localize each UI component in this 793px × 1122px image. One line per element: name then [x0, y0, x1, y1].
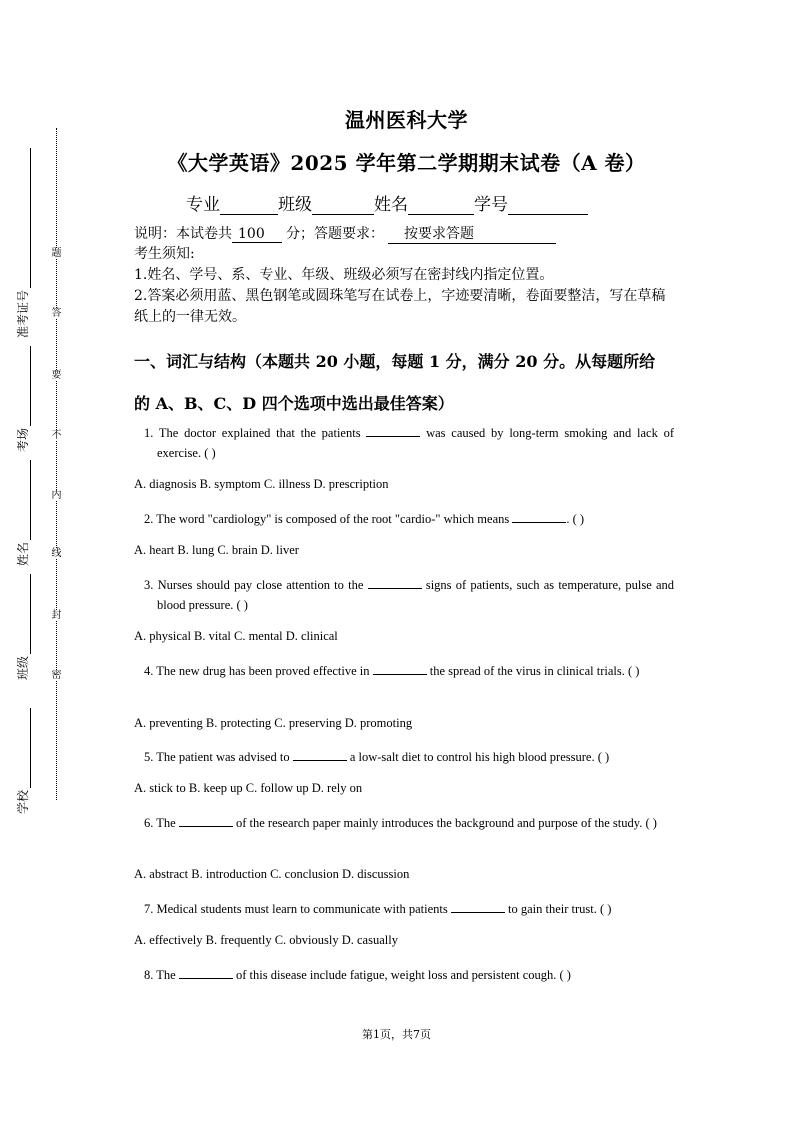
exam-description	[134, 223, 556, 244]
side-field-label: 考场	[16, 427, 30, 452]
info-label-major: 专业	[186, 195, 220, 215]
answer-blank[interactable]	[366, 424, 420, 437]
question-text: to gain their trust. ( )	[508, 902, 612, 916]
desc-mid: 分；答题要求：	[286, 226, 384, 242]
class-blank[interactable]	[312, 196, 374, 215]
side-field-blank[interactable]	[18, 574, 31, 654]
answer-blank[interactable]	[451, 900, 505, 913]
question-text: 5. The patient was advised to	[144, 750, 290, 764]
seal-char: 线	[51, 548, 62, 559]
question-text: 1. The doctor explained that the patients	[144, 426, 361, 440]
question-1-options: A. diagnosis B. symptom C. illness D. prescription	[134, 477, 389, 491]
question-text: 3. Nurses should pay close attention to the	[144, 578, 364, 592]
question-3	[134, 575, 674, 615]
question-text: 6. The	[144, 816, 176, 830]
seal-char: 密	[51, 670, 62, 681]
question-text: . ( )	[566, 512, 585, 526]
side-field-label: 学校	[16, 789, 30, 814]
question-text: 4. The new drug has been proved effective in	[144, 664, 370, 678]
question-text: signs of patients, such as temperature, pulse and blood pressure. ( )	[157, 578, 675, 612]
seal-char: 答	[51, 308, 62, 319]
total-score: 100	[232, 226, 282, 243]
seal-char: 题	[51, 248, 62, 259]
side-field-exam-id	[14, 148, 31, 338]
question-6	[134, 813, 674, 833]
question-text: was caused by long-term smoking and lack of exercise. ( )	[157, 426, 674, 460]
question-text: 8. The	[144, 968, 176, 982]
question-7-options: A. effectively B. frequently C. obviously D. casually	[134, 933, 398, 947]
side-field-blank[interactable]	[18, 460, 31, 540]
side-field-name	[14, 460, 31, 566]
question-text: 2. The word "cardiology" is composed of the root "cardio-" which means	[144, 512, 510, 526]
question-3-options: A. physical B. vital C. mental D. clinical	[134, 629, 338, 643]
side-field-class	[14, 574, 31, 680]
requirement: 按要求答题	[388, 223, 556, 244]
question-7	[134, 899, 674, 919]
info-label-student-id: 学号	[474, 195, 508, 215]
question-text: of the research paper mainly introduces the background and purpose of the study. ( )	[235, 816, 657, 830]
info-label-class: 班级	[278, 195, 312, 215]
question-2-options: A. heart B. lung C. brain D. liver	[134, 543, 299, 557]
side-field-label: 姓名	[16, 541, 30, 566]
answer-blank[interactable]	[368, 576, 422, 589]
question-5-options: A. stick to B. keep up C. follow up D. rely on	[134, 781, 363, 795]
seal-char: 内	[51, 490, 62, 501]
section-heading-line2: 的 A、B、C、D 四个选项中选出最佳答案）	[134, 394, 454, 413]
question-6-options: A. abstract B. introduction C. conclusion D. discussion	[134, 867, 410, 881]
question-2	[134, 509, 674, 529]
exam-title: 《大学英语》2025 学年第二学期期末试卷（A 卷）	[167, 151, 646, 175]
question-5	[134, 747, 674, 767]
answer-blank[interactable]	[179, 966, 233, 979]
answer-blank[interactable]	[373, 662, 427, 675]
side-field-label: 准考证号	[16, 289, 30, 338]
exam-notes	[134, 244, 679, 328]
info-label-name: 姓名	[374, 195, 408, 215]
note-2: 2.答案必须用蓝、黑色钢笔或圆珠笔写在试卷上，字迹要清晰，卷面要整洁，写在草稿纸上的一律无效。	[134, 288, 666, 325]
question-text: a low-salt diet to control his high blood pressure. ( )	[349, 750, 610, 764]
question-8	[134, 965, 674, 985]
side-field-label: 班级	[16, 655, 30, 680]
university-title: 温州医科大学	[345, 108, 468, 132]
answer-blank[interactable]	[512, 510, 566, 523]
notes-title: 考生须知:	[134, 246, 195, 262]
seal-char: 要	[51, 370, 62, 381]
page-footer: 第1页，共7页	[362, 1028, 431, 1041]
student-id-blank[interactable]	[508, 196, 588, 215]
side-field-school	[14, 708, 31, 814]
question-4	[134, 661, 674, 681]
seal-char: 封	[51, 610, 62, 621]
student-info-row	[186, 190, 588, 215]
question-text: 7. Medical students must learn to communicate with patients	[144, 902, 448, 916]
desc-prefix: 说明：本试卷共	[134, 226, 232, 242]
seal-char: 不	[51, 430, 62, 441]
question-1	[134, 423, 674, 463]
side-field-exam-room	[14, 346, 31, 452]
question-4-options: A. preventing B. protecting C. preserving D. promoting	[134, 716, 413, 730]
side-field-blank[interactable]	[18, 346, 31, 426]
question-text: of this disease include fatigue, weight loss and persistent cough. ( )	[235, 968, 571, 982]
note-1: 1.姓名、学号、系、专业、年级、班级必须写在密封线内指定位置。	[134, 267, 554, 283]
answer-blank[interactable]	[179, 814, 233, 827]
answer-blank[interactable]	[293, 748, 347, 761]
name-blank[interactable]	[408, 196, 474, 215]
seal-dotted-line	[56, 128, 57, 800]
major-blank[interactable]	[220, 196, 278, 215]
section-heading-line1: 一、词汇与结构（本题共 20 小题，每题 1 分，满分 20 分。从每题所给	[134, 352, 656, 371]
question-text: the spread of the virus in clinical trials. ( )	[429, 664, 640, 678]
side-field-blank[interactable]	[18, 708, 31, 788]
